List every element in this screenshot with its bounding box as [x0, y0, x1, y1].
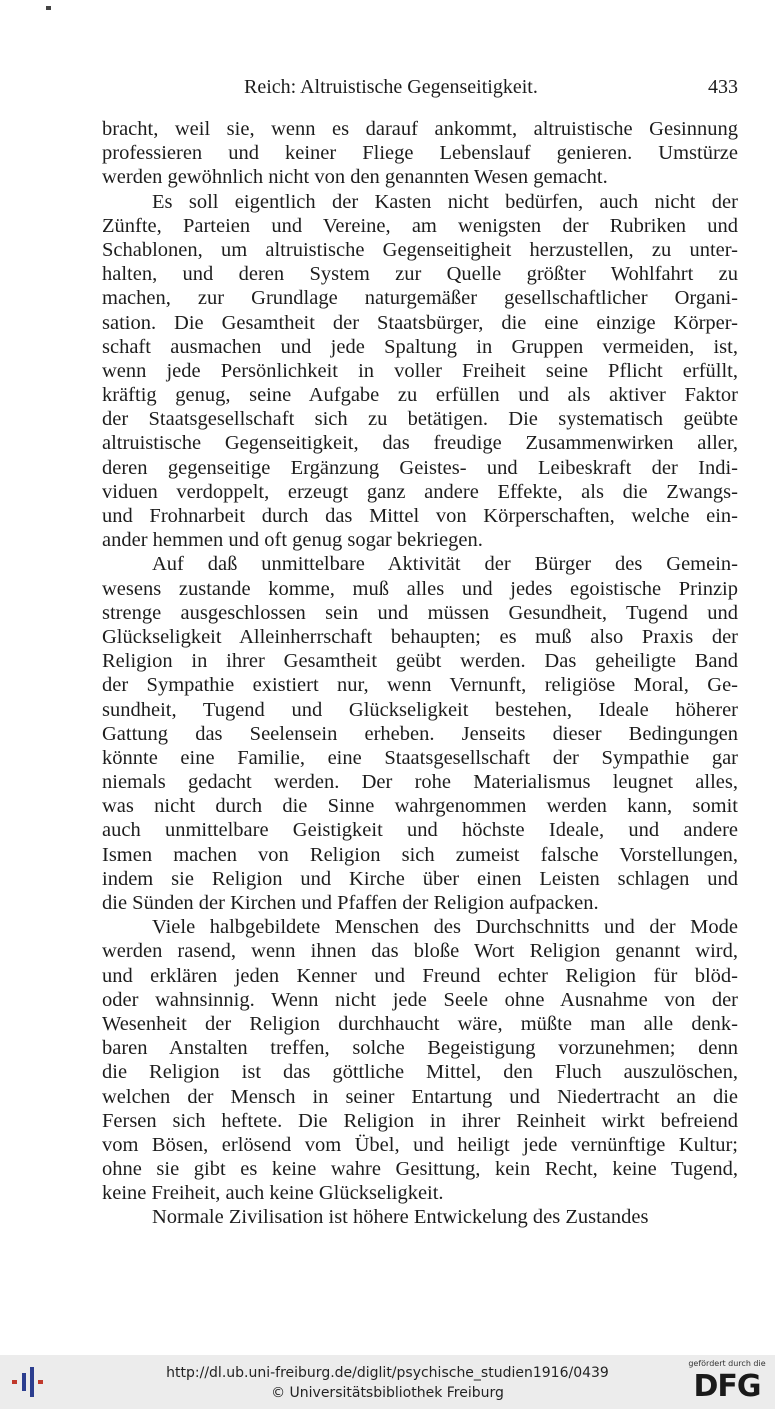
text-line: Ismen machen von Religion sich zumeist falsche Vorstellungen,	[102, 843, 738, 866]
text-line: Fersen sich heftete. Die Religion in ihrer Reinheit wirkt befreiend	[102, 1109, 738, 1132]
text-line: halten, und deren System zur Quelle größter Wohlfahrt zu	[102, 263, 738, 286]
text-line: welchen der Mensch in seiner Entartung und Niedertracht an die	[102, 1085, 738, 1108]
copyright-text: © Universitätsbibliothek Freiburg	[271, 1385, 504, 1401]
page-number: 433	[708, 76, 738, 98]
scan-mark	[46, 6, 51, 10]
running-title: Reich: Altruistische Gegenseitigkeit.	[244, 76, 538, 98]
footer-bar	[0, 1355, 775, 1409]
text-line: Schablonen, um altruistische Gegenseitigheit herzustellen, zu unter-	[102, 238, 738, 261]
text-line: bracht, weil sie, wenn es darauf ankommt, altruistische Gesinnung	[102, 118, 738, 140]
text-line: sundheit, Tugend und Glückseligkeit bestehen, Ideale höherer	[102, 698, 738, 721]
text-line: Religion in ihrer Gesamtheit geübt werden. Das geheiligte Band	[102, 650, 738, 673]
text-line: Zünfte, Parteien und Vereine, am wenigsten der Rubriken und	[102, 214, 738, 237]
text-line: Gattung das Seelensein erheben. Jenseits dieser Bedingungen	[102, 722, 738, 745]
text-line: strenge ausgeschlossen sein und müssen Gesundheit, Tugend und	[102, 601, 738, 624]
text-line: der Staatsgesellschaft sich zu betätigen. Die systematisch geübte	[102, 408, 738, 431]
text-line: wenn jede Persönlichkeit in voller Freiheit seine Pflicht erfüllt,	[102, 359, 738, 382]
text-line: der Sympathie existiert nur, wenn Vernunft, religiöse Moral, Ge-	[102, 674, 738, 697]
text-line: professieren und keiner Fliege Lebenslauf genieren. Umstürze	[102, 142, 738, 165]
text-line: Glückseligkeit Alleinherrschaft behaupten; es muß also Praxis der	[102, 625, 738, 648]
text-line: die Sünden der Kirchen und Pfaffen der Religion aufpacken.	[102, 892, 599, 914]
text-line: ander hemmen und oft genug sogar bekriegen.	[102, 529, 483, 552]
text-line: niemals gedacht werden. Der rohe Materialismus leugnet alles,	[102, 771, 738, 794]
text-line: Auf daß unmittelbare Aktivität der Bürger des Gemein-	[152, 553, 738, 576]
text-line: könnte eine Familie, eine Staatsgesellschaft der Sympathie gar	[102, 746, 738, 769]
text-line: deren gegenseitige Ergänzung Geistes- und Leibeskraft der Indi-	[102, 456, 738, 479]
text-line: indem sie Religion und Kirche über einen Leisten schlagen und	[102, 867, 738, 890]
text-line: werden gewöhnlich nicht von den genannten Wesen gemacht.	[102, 166, 608, 189]
text-line: viduen verdoppelt, erzeugt ganz andere Effekte, als die Zwangs-	[102, 480, 738, 503]
text-line: Wesenheit der Religion durchhaucht wäre, müßte man alle denk-	[102, 1012, 738, 1035]
text-line: auch unmittelbare Geistigkeit und höchste Ideale, und andere	[102, 819, 738, 842]
text-line: was nicht durch die Sinne wahrgenommen werden kann, somit	[102, 795, 738, 818]
body-text	[102, 117, 738, 1230]
text-line: Normale Zivilisation ist höhere Entwickelung des Zustandes	[152, 1206, 649, 1229]
text-line: altruistische Gegenseitigkeit, das freudige Zusammenwirken aller,	[102, 432, 738, 455]
text-line: kräftig genug, seine Aufgabe zu erfüllen und als aktiver Faktor	[102, 384, 738, 407]
text-line: Es soll eigentlich der Kasten nicht bedürfen, auch nicht der	[152, 190, 738, 213]
text-line: Viele halbgebildete Menschen des Durchschnitts und der Mode	[152, 916, 738, 939]
text-line: keine Freiheit, auch keine Glückseligkeit.	[102, 1182, 444, 1205]
text-line: die Religion ist das göttliche Mittel, den Fluch auszulöschen,	[102, 1061, 738, 1084]
text-line: machen, zur Grundlage naturgemäßer gesellschaftlicher Organi-	[102, 287, 738, 310]
text-line: werden rasend, wenn ihnen das bloße Wort Religion genannt wird,	[102, 940, 738, 963]
text-line: und Frohnarbeit durch das Mittel von Körperschaften, welche ein-	[102, 505, 738, 527]
text-line: sation. Die Gesamtheit der Staatsbürger, die eine einzige Körper-	[102, 311, 738, 334]
text-line: schaft ausmachen und jede Spaltung in Gruppen vermeiden, ist,	[102, 335, 738, 358]
text-line: baren Anstalten treffen, solche Begeistigung vorzunehmen; denn	[102, 1037, 738, 1060]
text-line: oder wahnsinnig. Wenn nicht jede Seele ohne Ausnahme von der	[102, 988, 738, 1011]
text-line: wesens zustande komme, muß alles und jedes egoistische Prinzip	[102, 577, 738, 600]
funding-caption: gefördert durch die	[688, 1359, 766, 1368]
text-line: ohne sie gibt es keine wahre Gesittung, kein Recht, keine Tugend,	[102, 1158, 738, 1181]
document-url-link[interactable]: http://dl.ub.uni-freiburg.de/diglit/psychische_studien1916/0439	[166, 1365, 609, 1381]
running-head	[102, 72, 738, 102]
text-line: vom Bösen, erlösend vom Übel, und heiligt jede vernünftige Kultur;	[102, 1133, 738, 1156]
dfg-logo-icon: DFG	[693, 1369, 761, 1404]
text-line: und erklären jeden Kenner und Freund echter Religion für blöd-	[102, 964, 738, 987]
dfg-logo-block	[686, 1359, 768, 1405]
